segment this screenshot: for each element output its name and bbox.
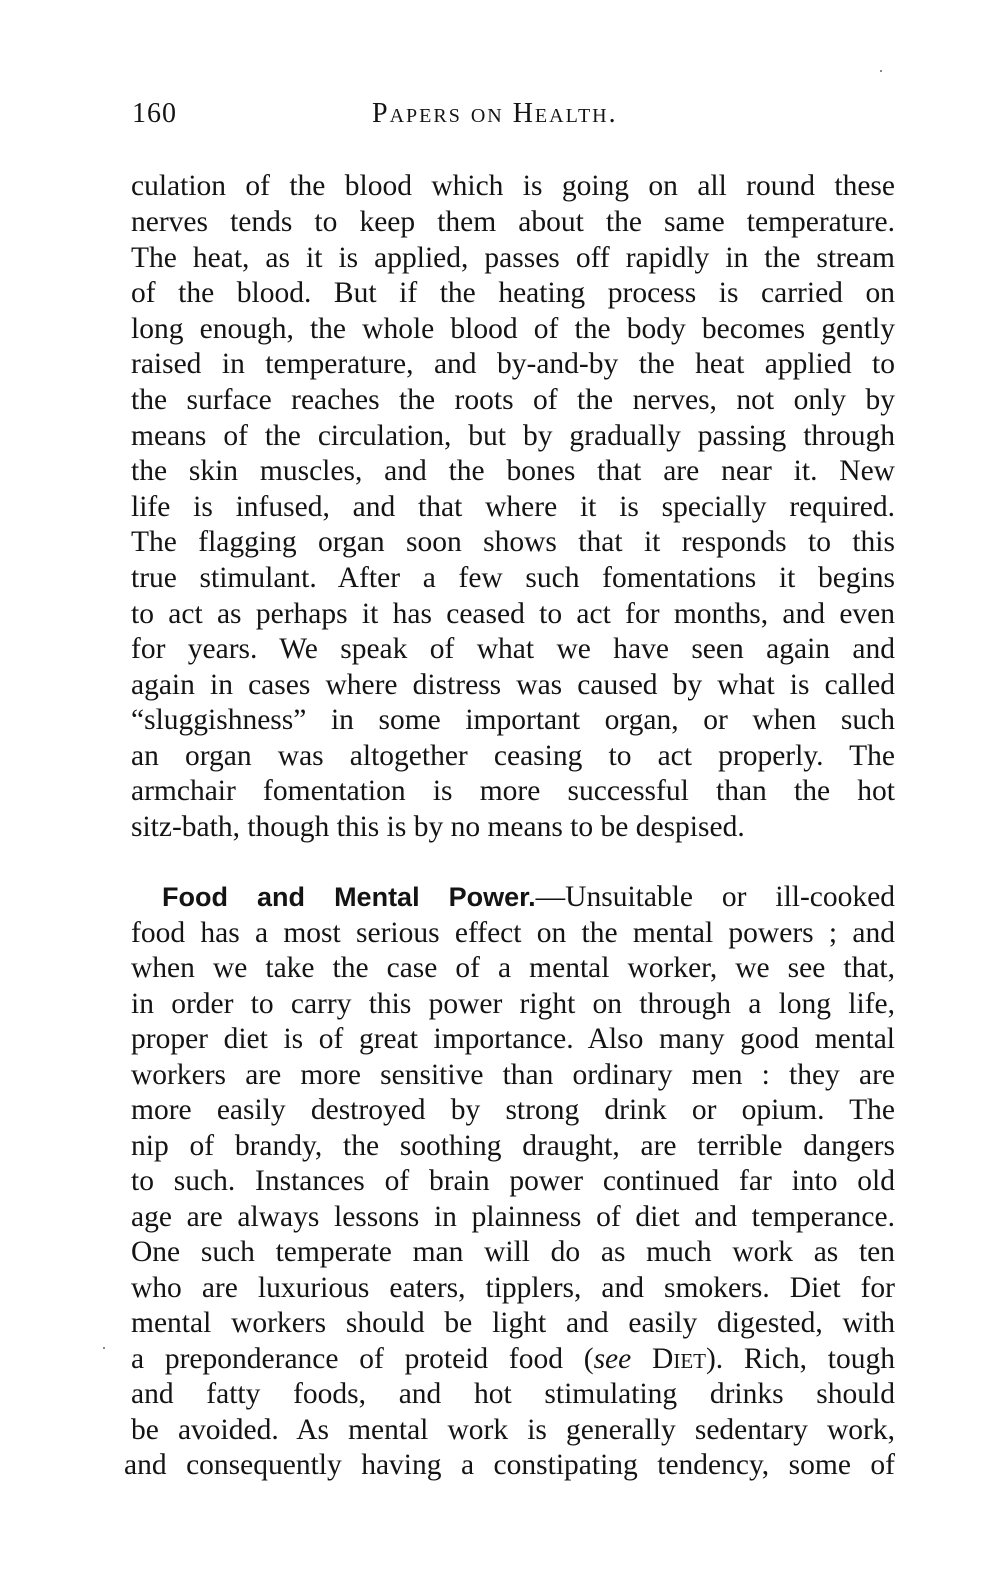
text-line: more easily destroyed by strong drink or opium. The <box>131 1094 895 1126</box>
first-line-text: Unsuitable or ill-cooked <box>565 881 895 913</box>
page-header <box>132 98 892 138</box>
section-first-line <box>162 879 895 915</box>
text-line: who are luxurious eaters, tipplers, and smokers. Diet for <box>131 1272 895 1304</box>
section-heading: Food and Mental Power. <box>162 882 536 912</box>
text-line: means of the circulation, but by gradually passing through <box>131 420 895 452</box>
text-line: and consequently having a constipating tendency, some of <box>124 1449 895 1481</box>
heading-dash: — <box>535 881 566 913</box>
running-head: Papers on Health. <box>372 98 618 129</box>
text-line-cross-reference <box>131 1341 895 1377</box>
see-italic: see <box>593 1343 632 1375</box>
text-line: the skin muscles, and the bones that are near it. New <box>131 455 895 487</box>
text-line: and fatty foods, and hot stimulating drinks should <box>131 1378 895 1410</box>
text-line: true stimulant. After a few such fomentations it begins <box>131 562 895 594</box>
text-line: when we take the case of a mental worker, we see that, <box>131 952 895 984</box>
text-line: to act as perhaps it has ceased to act for months, and even <box>131 598 895 630</box>
text-line: workers are more sensitive than ordinary men : they are <box>131 1059 895 1091</box>
text-line: sitz-bath, though this is by no means to be despised. <box>131 811 745 843</box>
text-line: culation of the blood which is going on all round these <box>131 170 895 202</box>
text-line: life is infused, and that where it is specially required. <box>131 491 895 523</box>
text-line: to such. Instances of brain power continued far into old <box>131 1165 895 1197</box>
text-line: One such temperate man will do as much work as ten <box>131 1236 895 1268</box>
text-line: long enough, the whole blood of the body becomes gently <box>131 313 895 345</box>
text-line: food has a most serious effect on the mental powers ; and <box>131 917 895 949</box>
page-number: 160 <box>132 98 177 129</box>
text-run: a preponderance of proteid food ( <box>131 1343 594 1375</box>
text-line: for years. We speak of what we have seen again and <box>131 633 895 665</box>
text-line: age are always lessons in plainness of diet and temperance. <box>131 1201 895 1233</box>
scan-speck <box>103 1347 105 1349</box>
text-line: proper diet is of great importance. Also many good mental <box>131 1023 895 1055</box>
text-line: raised in temperature, and by-and-by the heat applied to <box>131 348 895 380</box>
text-line: The heat, as it is applied, passes off rapidly in the stream <box>131 242 895 274</box>
text-line: the surface reaches the roots of the nerves, not only by <box>131 384 895 416</box>
text-line: in order to carry this power right on through a long life, <box>131 988 895 1020</box>
text-run: ). Rich, tough <box>705 1343 895 1375</box>
text-line: an organ was altogether ceasing to act properly. The <box>131 740 895 772</box>
text-line: armchair fomentation is more successful than the hot <box>131 775 895 807</box>
text-line: mental workers should be light and easily digested, with <box>131 1307 895 1339</box>
scan-speck <box>880 70 882 72</box>
text-line: of the blood. But if the heating process is carried on <box>131 277 895 309</box>
text-line: be avoided. As mental work is generally sedentary work, <box>131 1414 895 1446</box>
cross-reference-diet: Diet <box>652 1343 706 1375</box>
text-line: nip of brandy, the soothing draught, are terrible dangers <box>131 1130 895 1162</box>
text-line: The flagging organ soon shows that it responds to this <box>131 526 895 558</box>
text-line: “sluggishness” in some important organ, or when such <box>131 704 895 736</box>
text-line: again in cases where distress was caused by what is called <box>131 669 895 701</box>
text-line: nerves tends to keep them about the same temperature. <box>131 206 895 238</box>
